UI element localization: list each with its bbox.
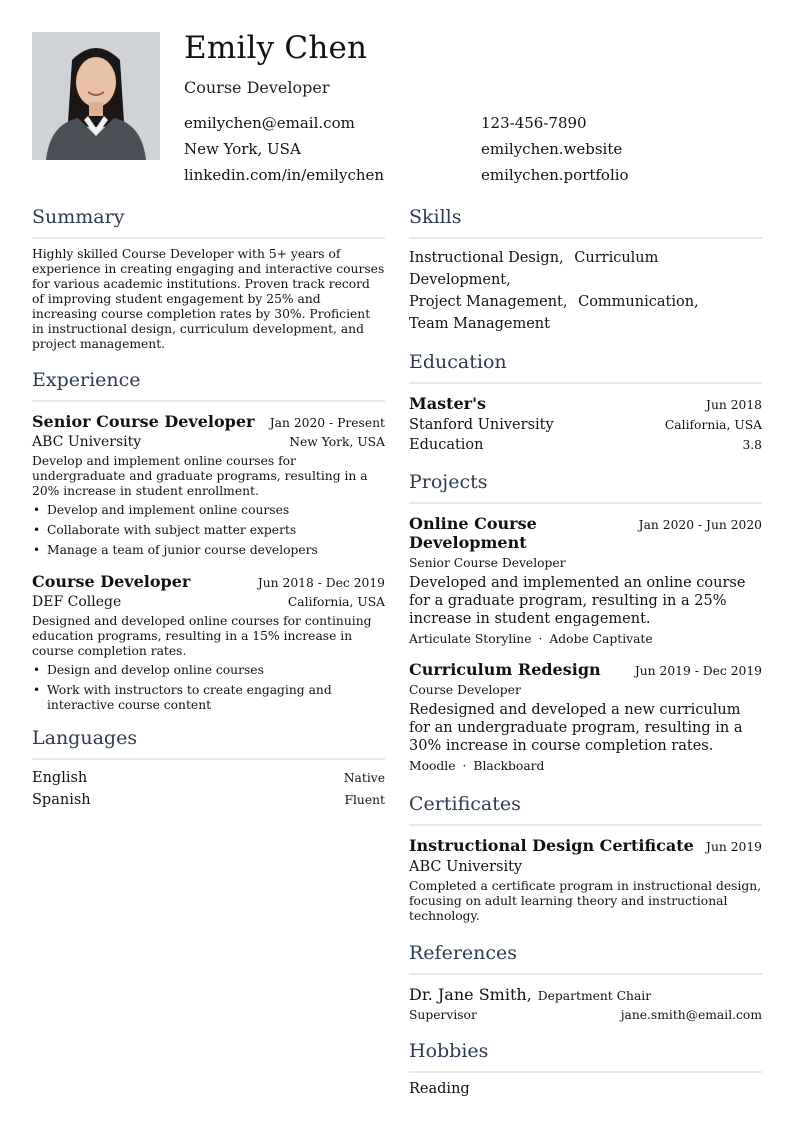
- project-tags: [409, 759, 762, 773]
- project-tag: Articulate Storyline: [409, 632, 532, 646]
- contact-portfolio[interactable]: emilychen.portfolio: [481, 166, 629, 184]
- job-bullets: [32, 663, 385, 713]
- project-description: Redesigned and developed a new curriculum for an undergraduate program, resulting in a 30% increase in course completion rates.: [409, 702, 743, 754]
- references-heading: References: [409, 942, 762, 975]
- project-role: Course Developer: [409, 683, 521, 697]
- reference-name: Dr. Jane Smith,: [409, 985, 532, 1004]
- summary-text: Highly skilled Course Developer with 5+ years of experience in creating engaging and interactive courses for various academic institutions. Proven track record of improving student engagement by 25% and increasing course completion rates by 30%. Proficient in instructional design, curriculum development, and project management.: [32, 247, 385, 351]
- project-title: Curriculum Redesign: [409, 660, 601, 679]
- hobby-item: Reading: [409, 1081, 470, 1097]
- experience-entry: [32, 412, 385, 558]
- project-tags: [409, 632, 762, 646]
- skill-item: Team Management: [409, 316, 550, 332]
- education-degree: Master's: [409, 394, 486, 413]
- project-tag: Blackboard: [473, 759, 545, 773]
- certificate-date: Jun 2019: [706, 840, 762, 854]
- certificates-heading: Certificates: [409, 793, 762, 826]
- education-gpa: 3.8: [742, 438, 762, 452]
- skills-heading: Skills: [409, 206, 762, 239]
- project-date: Jun 2019 - Dec 2019: [634, 664, 762, 678]
- contact-location: New York, USA: [184, 140, 301, 158]
- project-entry: [409, 514, 762, 646]
- right-column: [409, 206, 762, 1097]
- job-bullet: • Work with instructors to create engaging and interactive course content: [32, 683, 385, 713]
- tag-separator: ·: [538, 632, 543, 646]
- job-org: ABC University: [32, 434, 142, 450]
- skills-section: [409, 206, 762, 335]
- certificates-section: [409, 793, 762, 924]
- reference-position: Department Chair: [537, 989, 652, 1003]
- job-bullet: • Design and develop online courses: [32, 663, 385, 678]
- language-name: English: [32, 770, 88, 786]
- projects-section: [409, 471, 762, 773]
- skills-list: [409, 247, 762, 335]
- contact-phone[interactable]: 123-456-7890: [481, 114, 587, 132]
- summary-section: [32, 206, 385, 352]
- contact-email[interactable]: emilychen@email.com: [184, 114, 355, 132]
- project-entry: [409, 660, 762, 773]
- contact-website[interactable]: emilychen.website: [481, 140, 623, 158]
- job-bullet: • Collaborate with subject matter experts: [32, 523, 385, 538]
- profile-photo: [32, 32, 160, 160]
- project-description: Developed and implemented an online course for a graduate program, resulting in a 25% increase in student engagement.: [409, 575, 746, 627]
- language-name: Spanish: [32, 792, 91, 808]
- job-org: DEF College: [32, 594, 122, 610]
- education-location: California, USA: [664, 418, 762, 432]
- job-title: Course Developer: [32, 572, 191, 591]
- project-tag: Adobe Captivate: [549, 632, 653, 646]
- candidate-name: Emily Chen: [184, 30, 368, 66]
- skill-item: Communication,: [578, 294, 699, 310]
- project-title: Online Course Development: [409, 514, 537, 552]
- skill-item: Project Management,: [409, 294, 568, 310]
- language-level: Native: [343, 771, 385, 785]
- job-location: New York, USA: [289, 435, 385, 449]
- reference-relation: Supervisor: [409, 1008, 477, 1022]
- project-date: Jan 2020 - Jun 2020: [638, 518, 762, 532]
- language-row: [32, 770, 385, 786]
- project-role: Senior Course Developer: [409, 556, 566, 570]
- languages-heading: Languages: [32, 727, 385, 760]
- skill-item: Instructional Design,: [409, 250, 564, 266]
- job-bullet: • Develop and implement online courses: [32, 503, 385, 518]
- certificate-description: Completed a certificate program in instructional design, focusing on adult learning theory and instructional technology.: [409, 879, 762, 923]
- education-field: Education: [409, 437, 484, 453]
- project-tag: Moodle: [409, 759, 456, 773]
- job-bullet: • Manage a team of junior course developers: [32, 543, 385, 558]
- hobbies-heading: Hobbies: [409, 1040, 762, 1073]
- contact-linkedin[interactable]: linkedin.com/in/emilychen: [184, 166, 385, 184]
- job-description: Develop and implement online courses for undergraduate and graduate programs, resulting in a 20% increase in student enrollment.: [32, 454, 368, 498]
- references-section: [409, 942, 762, 1022]
- experience-entry: [32, 572, 385, 713]
- projects-heading: Projects: [409, 471, 762, 504]
- education-heading: Education: [409, 351, 762, 384]
- hobbies-section: [409, 1040, 762, 1097]
- education-section: [409, 351, 762, 453]
- language-row: [32, 792, 385, 808]
- tag-separator: ·: [462, 759, 467, 773]
- experience-heading: Experience: [32, 369, 385, 402]
- experience-section: [32, 369, 385, 713]
- certificate-title: Instructional Design Certificate: [409, 836, 694, 855]
- left-column: [32, 206, 385, 814]
- languages-section: [32, 727, 385, 808]
- job-date: Jan 2020 - Present: [269, 416, 385, 430]
- job-title: Senior Course Developer: [32, 412, 255, 431]
- language-level: Fluent: [344, 793, 385, 807]
- job-description: Designed and developed online courses for continuing education programs, resulting in a 15% increase in course completion rates.: [32, 614, 372, 658]
- reference-email[interactable]: jane.smith@email.com: [620, 1008, 762, 1022]
- job-date: Jun 2018 - Dec 2019: [257, 576, 385, 590]
- job-location: California, USA: [287, 595, 385, 609]
- candidate-title: Course Developer: [184, 78, 330, 97]
- education-date: Jun 2018: [706, 398, 762, 412]
- summary-heading: Summary: [32, 206, 385, 239]
- certificate-issuer: ABC University: [409, 859, 523, 875]
- job-bullets: [32, 503, 385, 558]
- education-school: Stanford University: [409, 417, 554, 433]
- skill-item: Curriculum Development,: [409, 250, 659, 288]
